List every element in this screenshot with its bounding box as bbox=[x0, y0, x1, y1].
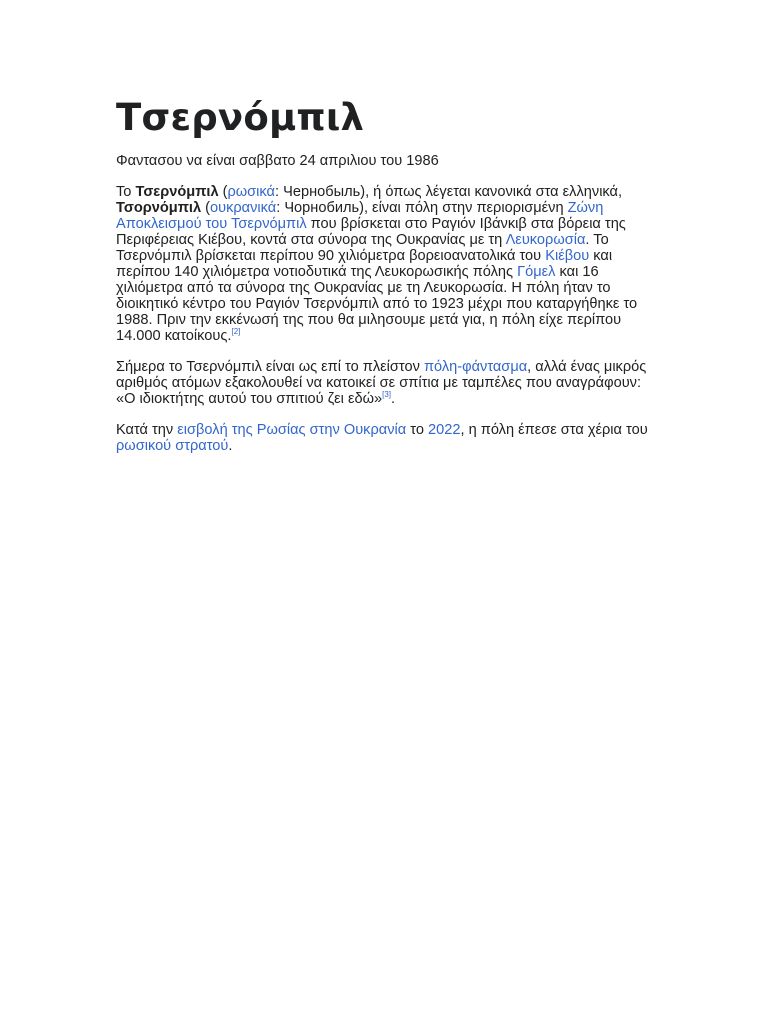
text: και 16 χιλιόμετρα από τα σύνορα της Ουκρανίας με τη Λευκορωσία. Η πόλη ήταν το διοικητικό κέντρο του Ραγιόν Τσερνόμπιλ από το 1923 μέχρι που καταργήθηκε το 1988. Πριν την εκκένωσή της που θα μιλησουμε μετά για, η πόλη είχε περίπου 14.000 κατοίκους. bbox=[116, 264, 638, 345]
paragraph-invasion bbox=[116, 422, 656, 454]
link-year-2022[interactable]: 2022 bbox=[428, 421, 461, 438]
link-gomel[interactable]: Γόμελ bbox=[517, 264, 556, 281]
text: : Чернобыль), ή όπως λέγεται κανονικά στα ελληνικά, bbox=[275, 183, 623, 200]
text: το bbox=[406, 421, 428, 438]
text: Το bbox=[116, 183, 136, 200]
text: , η πόλη έπεσε στα χέρια του bbox=[460, 421, 648, 438]
text: Κατά την bbox=[116, 421, 178, 438]
link-russian[interactable]: ρωσικά bbox=[227, 183, 275, 200]
link-kyiv[interactable]: Κιέβου bbox=[545, 247, 590, 264]
link-belarus[interactable]: Λευκορωσία bbox=[505, 231, 586, 248]
reference-2[interactable]: [2] bbox=[231, 327, 241, 337]
link-invasion[interactable]: εισβολή της Ρωσίας στην Ουκρανία bbox=[177, 421, 407, 438]
paragraph-intro bbox=[116, 184, 656, 345]
text: . bbox=[391, 391, 396, 408]
article bbox=[116, 96, 656, 469]
text: Σήμερα το Τσερνόμπιλ είναι ως επί το πλείστον bbox=[116, 359, 424, 376]
paragraph-today bbox=[116, 359, 656, 407]
text: . Το Τσερνόμπιλ βρίσκεται περίπου 90 χιλιόμετρα βορειοανατολικά του bbox=[116, 231, 609, 264]
text: ( bbox=[218, 183, 228, 200]
page-title: Τσερνόμπιλ bbox=[116, 96, 365, 139]
bold-name-russian: Τσερνόμπιλ bbox=[135, 183, 219, 200]
tagline: Φαντασου να είναι σαββατο 24 απριλιου του 1986 bbox=[116, 153, 439, 169]
link-ghost-town[interactable]: πόλη-φάντασμα bbox=[423, 359, 528, 376]
text: που βρίσκεται στο Ραγιόν Ιβάνκιβ στα βόρεια της Περιφέρειας Κιέβου, κοντά στα σύνορα της Ουκρανίας με τη bbox=[116, 215, 626, 248]
text: , αλλά ένας μικρός αριθμός ατόμων εξακολουθεί να κατοικεί σε σπίτια με ταμπέλες που αναγράφουν: «Ο ιδιοκτήτης αυτού του σπιτιού ζει εδώ» bbox=[116, 359, 647, 408]
text: . bbox=[228, 437, 233, 454]
reference-3[interactable]: [3] bbox=[382, 390, 391, 400]
text: : Чорнобиль), είναι πόλη στην περιορισμένη bbox=[276, 199, 568, 216]
bold-name-ukrainian: Τσορνόμπιλ bbox=[116, 199, 202, 216]
link-exclusion-zone[interactable]: Ζώνη Αποκλεισμού του Τσερνόμπιλ bbox=[116, 199, 604, 232]
link-ukrainian[interactable]: ουκρανικά bbox=[209, 199, 277, 216]
text: και περίπου 140 χιλιόμετρα νοτιοδυτικά της Λευκορωσικής πόλης bbox=[116, 247, 613, 281]
text: ( bbox=[201, 199, 210, 216]
link-russian-army[interactable]: ρωσικού στρατού bbox=[116, 437, 229, 454]
